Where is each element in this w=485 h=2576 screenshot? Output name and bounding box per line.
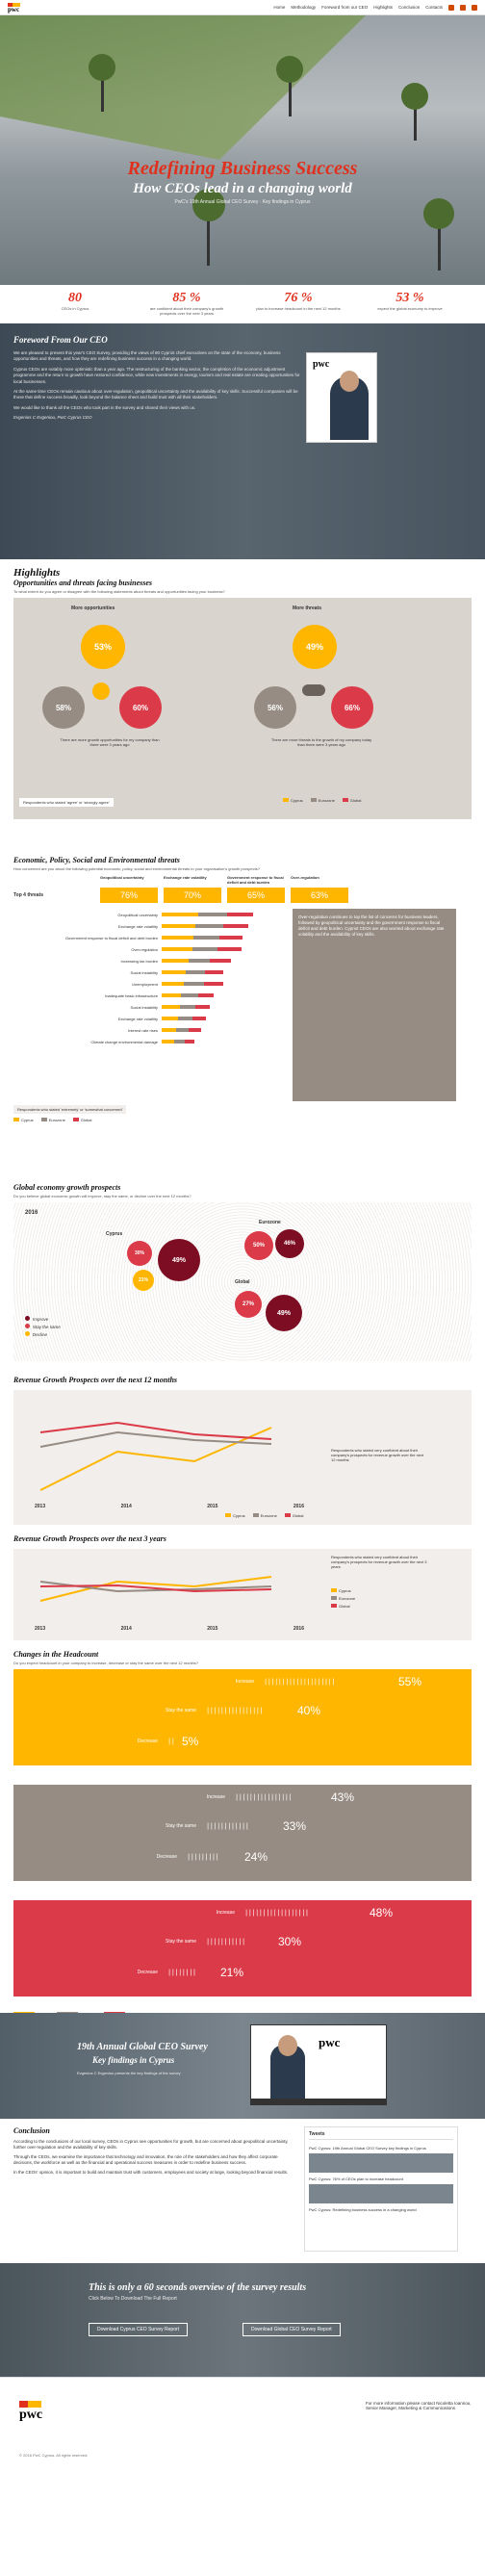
footer-copyright: © 2016 PwC Cyprus. All rights reserved. xyxy=(19,2453,89,2458)
tree-image xyxy=(276,56,303,83)
threat-row-label: Interest rate rises xyxy=(128,1027,158,1033)
hero-subtitle: How CEOs lead in a changing world xyxy=(133,181,352,196)
respondents-note: Respondents who stated 'extremely' or 'somewhat concerned' xyxy=(13,1105,126,1114)
ceo-paragraph: At the same time CEOs remain cautious about over-regulation, geopolitical uncertainty and the availability of key skills. Successful companies will be those that define success broadly, look beyond the balance sheet and build trust with all their stakeholders. xyxy=(13,389,298,400)
question-text: How concerned are you about the following potential economic, policy, social and environmental threats to your organisation's growth prospects? xyxy=(13,866,260,871)
year-axis: 2013 2014 2015 2016 xyxy=(35,1504,304,1509)
respondents-note: Respondents who stated 'agree' or 'strongly agree' xyxy=(19,798,114,807)
revenue-3y-chart xyxy=(13,1549,472,1640)
global-label: Global xyxy=(235,1279,250,1285)
cyprus-improve-circle: 49% xyxy=(158,1239,200,1281)
ceo-paragraph: We are pleased to present this year's CEO Survey, providing the views of 80 Cypriot chief executives on the state of the economy, business opportunities and threats, and how they are redefining business success in a changing world. xyxy=(13,350,281,362)
threat-row-label: Social instability xyxy=(130,1004,158,1010)
euro-same-circle: 46% xyxy=(275,1229,304,1258)
legend: Cyprus Eurozone Global xyxy=(225,1513,303,1518)
map-legend: Improve Stay the same Decline xyxy=(25,1316,61,1339)
cyprus-label: Cyprus xyxy=(106,1231,123,1237)
legend: Cyprus Eurozone Global xyxy=(283,798,361,803)
section-subtitle: Changes in the Headcount xyxy=(13,1650,99,1659)
threat-row-label: Unemployment xyxy=(132,981,158,987)
section-subtitle: Revenue Growth Prospects over the next 12 months xyxy=(13,1376,178,1384)
section-title: Highlights xyxy=(13,567,61,579)
tweets-title: Tweets xyxy=(309,2131,453,2140)
bar-cyprus xyxy=(162,959,189,963)
main-nav xyxy=(273,5,477,11)
section-subtitle: Opportunities and threats facing businesses xyxy=(13,579,153,587)
question-text: Do you expect headcount in your company to increase, decrease or stay the same over the next 12 months? xyxy=(13,1661,199,1665)
revenue-12m-chart xyxy=(13,1390,472,1525)
footer-contact: For more information please contact Nicoletta Ioannou, Senior Manager, Marketing & Communications xyxy=(366,2401,472,2410)
opp-cyprus-circle: 53% xyxy=(81,625,125,669)
threat-row-label: Government response to fiscal deficit and debt burden xyxy=(64,935,158,940)
bar-cyprus xyxy=(162,982,184,986)
bottom-title: This is only a 60 seconds overview of the survey results xyxy=(89,2282,307,2293)
nav-item-highlights[interactable]: Highlights xyxy=(373,5,393,10)
bar-cyprus xyxy=(162,1040,174,1043)
opportunities-note: There are more growth opportunities for my company than there were 3 years ago xyxy=(60,737,160,747)
linkedin-icon[interactable] xyxy=(472,5,477,11)
headcount-section xyxy=(0,1642,485,2013)
threat-side-panel: Over-regulation continues to top the list of concerns for business leaders, followed by geopolitical uncertainty and the government response to fiscal deficit and debt burden. Cypriot CEOs are also worried about exchange rate volatility and the availability of key skills. xyxy=(293,909,456,1101)
revenue-3y-lines xyxy=(21,1553,300,1630)
chart-side-note: Respondents who stated very confident about their company's prospects for revenue growth over the next 3 years xyxy=(331,1555,427,1569)
nav-item-home[interactable]: Home xyxy=(273,5,286,10)
threat-bars xyxy=(13,909,472,1082)
threat-row-label: Social instability xyxy=(130,969,158,975)
global-same-circle: 49% xyxy=(266,1295,302,1331)
hero-banner xyxy=(0,15,485,285)
bar-eurozone xyxy=(176,1028,189,1032)
stat-ceos: 80 CEOs in Cyprus xyxy=(61,291,89,311)
bar-global xyxy=(198,993,215,997)
bottom-link[interactable]: Click Below To Download The Full Report xyxy=(89,2296,177,2302)
more-opportunities-label: More opportunities xyxy=(71,605,115,611)
global-improve-circle: 27% xyxy=(235,1291,262,1318)
bar-eurozone xyxy=(193,936,220,940)
bar-eurozone xyxy=(198,913,227,916)
bar-cyprus xyxy=(162,913,198,916)
conclusion-paragraph: In the CEOs' opinion, it is important to build and maintain trust with customers, employees and society at large, looking beyond financial results. xyxy=(13,2170,289,2175)
stat-economy: 53 % expect the global economy to improve xyxy=(377,291,443,311)
bar-global xyxy=(219,936,242,940)
question-text: Do you believe global economic growth will improve, stay the same, or decline over the next 12 months? xyxy=(13,1194,191,1198)
bar-eurozone xyxy=(195,924,223,928)
threat-eurozone-circle: 56% xyxy=(254,686,296,729)
bar-eurozone xyxy=(184,982,204,986)
bar-global xyxy=(195,1005,210,1009)
twitter-icon[interactable] xyxy=(460,5,466,11)
headcount-eurozone-panel: Increase |||||||||||||||| 43% Stay the same |||||||||||| 33% Decrease ||||||||| 24% xyxy=(13,1785,472,1881)
ceo-paragraph: We would like to thank all the CEOs who took part in the survey and shared their views with us. xyxy=(13,404,196,410)
world-map xyxy=(13,1202,472,1361)
facebook-icon[interactable] xyxy=(448,5,454,11)
highlights-section xyxy=(0,559,485,848)
nav-item-foreword[interactable]: Foreword from our CEO xyxy=(321,5,369,10)
euro-improve-circle: 50% xyxy=(244,1231,273,1260)
footer-pwc-logo[interactable]: pwc xyxy=(19,2401,58,2424)
stats-row xyxy=(0,285,485,323)
bar-eurozone xyxy=(174,1040,185,1043)
bar-cyprus xyxy=(162,947,192,951)
video-banner xyxy=(0,2013,485,2119)
bar-cyprus xyxy=(162,924,195,928)
tweet-item[interactable]: PwC Cyprus: 19th Annual Global CEO Survey key findings in Cyprus xyxy=(309,2146,426,2151)
section-subtitle: Revenue Growth Prospects over the next 3 years xyxy=(13,1534,166,1543)
ceo-photo: pwc xyxy=(306,352,377,443)
bar-eurozone xyxy=(189,959,211,963)
threat-row-label: Inadequate basic infrastructure xyxy=(105,992,158,998)
download-cyprus-button[interactable]: Download Cyprus CEO Survey Report xyxy=(89,2323,188,2336)
legend: Cyprus Eurozone Global xyxy=(331,1587,355,1610)
video-subtitle: Key findings in Cyprus xyxy=(92,2055,175,2065)
bar-global xyxy=(185,1040,194,1043)
section-subtitle: Economic, Policy, Social and Environmental threats xyxy=(13,856,180,864)
top-bar xyxy=(0,0,485,15)
hero-grass-image xyxy=(0,15,366,160)
section-subtitle: Conclusion xyxy=(13,2126,50,2135)
download-global-button[interactable]: Download Global CEO Survey Report xyxy=(242,2323,341,2336)
ceo-paragraph: Cyprus CEOs are notably more optimistic than a year ago. The restructuring of the banking sector, the completion of the economic adjustment programme and the return to growth have restored confidence, while new investments in energy, tourism and real estate are creating opportunities for local businesses. xyxy=(13,366,300,384)
threats-note: There are more threats to the growth of my company today than there were 3 years ago xyxy=(270,737,372,747)
conclusion-paragraph: Through the CEOs, we examine the importance that technology and innovation, the role of the stakeholders and how they affect corporate decisions, the workforce as well as the financial and operational success measures in order to redefine business success. xyxy=(13,2154,278,2165)
pwc-logo[interactable]: pwc xyxy=(8,3,29,13)
threat-row-label: Increasing tax burden xyxy=(120,958,158,964)
video-thumb-logo: pwc xyxy=(319,2035,341,2049)
revenue-3y-section xyxy=(0,1527,485,1642)
cyprus-decline-circle: 21% xyxy=(133,1270,154,1291)
hero-tagline: PwC's 19th Annual Global CEO Survey · Key findings in Cyprus xyxy=(174,199,311,205)
threat-row-label: Over-regulation xyxy=(131,946,158,952)
stat-headcount: 76 % plan to increase headcount in the next 12 months xyxy=(256,291,341,311)
top4-row: Top 4 threats 76% 70% 65% 63% xyxy=(13,888,472,903)
nav-item-contacts[interactable]: Contacts xyxy=(425,5,443,10)
stat-confidence: 85 % are confident about their company's growth prospects over the next 3 years xyxy=(149,291,224,316)
legend: Cyprus Eurozone Global xyxy=(13,1118,472,1122)
tweet-item[interactable]: PwC Cyprus: Redefining business success in a changing world xyxy=(309,2207,417,2212)
question-text: To what extent do you agree or disagree with the following statements about threats and opportunities facing your business? xyxy=(13,589,225,594)
section-subtitle: Global economy growth prospects xyxy=(13,1183,121,1192)
cloud-icon xyxy=(302,684,325,696)
chart-side-note: Respondents who stated very confident about their company's prospects for revenue growth over the next 12 months xyxy=(331,1448,424,1462)
bar-global xyxy=(217,947,242,951)
hero-title: Redefining Business Success xyxy=(127,158,358,179)
ceo-title: Foreword From Our CEO xyxy=(13,335,108,345)
bar-eurozone xyxy=(180,1005,195,1009)
bar-global xyxy=(204,982,223,986)
ceo-foreword xyxy=(0,323,485,559)
ceo-signature: Evgenios C Evgeniou, PwC Cyprus CEO xyxy=(13,415,92,421)
cyprus-same-circle: 30% xyxy=(127,1241,152,1266)
sun-icon xyxy=(92,683,110,700)
opp-eurozone-circle: 58% xyxy=(42,686,85,729)
threat-row-label: Exchange rate volatility xyxy=(117,923,158,929)
revenue-12m-lines xyxy=(21,1394,300,1519)
revenue-12m-section xyxy=(0,1368,485,1527)
bar-global xyxy=(189,1028,201,1032)
headcount-cyprus-panel: Increase |||||||||||||||||||| 55% Stay the same |||||||||||||||| 40% Decrease || 5% xyxy=(13,1669,472,1765)
tree-image xyxy=(89,54,115,81)
headcount-global-panel: Increase |||||||||||||||||| 48% Stay the same ||||||||||| 30% Decrease |||||||| 21% xyxy=(13,1900,472,1996)
bar-global xyxy=(223,924,248,928)
bar-cyprus xyxy=(162,1028,176,1032)
nav-item-methodology[interactable]: Methodology xyxy=(291,5,317,10)
more-threats-label: More threats xyxy=(293,605,322,611)
bar-global xyxy=(192,1017,206,1020)
bar-eurozone xyxy=(178,1017,192,1020)
threat-column-headers: Geopolitical uncertainty Exchange rate volatility Government response to fiscal deficit and debt burden Over-regulation xyxy=(100,875,319,885)
threats-section xyxy=(0,848,485,1175)
threat-global-circle: 66% xyxy=(331,686,373,729)
bottom-banner xyxy=(0,2263,485,2377)
year-axis: 2013 2014 2015 2016 xyxy=(35,1626,304,1632)
opp-global-circle: 60% xyxy=(119,686,162,729)
bar-global xyxy=(205,970,223,974)
video-description: Evgenios C Evgeniou presents the key findings of the survey xyxy=(77,2071,181,2075)
threat-row-label: Climate change environmental damage xyxy=(90,1039,158,1044)
bar-cyprus xyxy=(162,1005,180,1009)
year-label: 2016 xyxy=(25,1210,38,1216)
eurozone-label: Eurozone xyxy=(259,1220,281,1225)
opportunities-panel xyxy=(13,598,472,819)
nav-item-conclusion[interactable]: Conclusion xyxy=(397,5,421,10)
bar-global xyxy=(227,913,253,916)
video-player[interactable] xyxy=(250,2024,387,2105)
tweets-widget xyxy=(304,2126,458,2252)
video-title: 19th Annual Global CEO Survey xyxy=(77,2042,208,2052)
conclusion-section xyxy=(0,2119,485,2263)
footer xyxy=(0,2377,485,2470)
threat-cyprus-circle: 49% xyxy=(293,625,337,669)
bar-cyprus xyxy=(162,970,186,974)
threat-row-label: Exchange rate volatility xyxy=(117,1016,158,1021)
bar-cyprus xyxy=(162,1017,178,1020)
bar-eurozone xyxy=(181,993,198,997)
tweet-item[interactable]: PwC Cyprus: 76% of CEOs plan to increase headcount xyxy=(309,2177,403,2181)
threat-row-label: Geopolitical uncertainty xyxy=(117,912,158,917)
bar-eurozone xyxy=(192,947,217,951)
conclusion-paragraph: According to the conclusions of our local survey, CEOs in Cyprus see opportunities for growth, but are concerned about geopolitical uncertainty, further over-regulation and the availability of key skills. xyxy=(13,2139,289,2150)
play-icon[interactable] xyxy=(251,2099,386,2104)
bar-cyprus xyxy=(162,993,181,997)
global-economy-section xyxy=(0,1175,485,1368)
bar-cyprus xyxy=(162,936,193,940)
tree-image xyxy=(401,83,428,110)
bar-global xyxy=(210,959,231,963)
bar-eurozone xyxy=(186,970,205,974)
series-eurozone-line xyxy=(40,1432,271,1447)
